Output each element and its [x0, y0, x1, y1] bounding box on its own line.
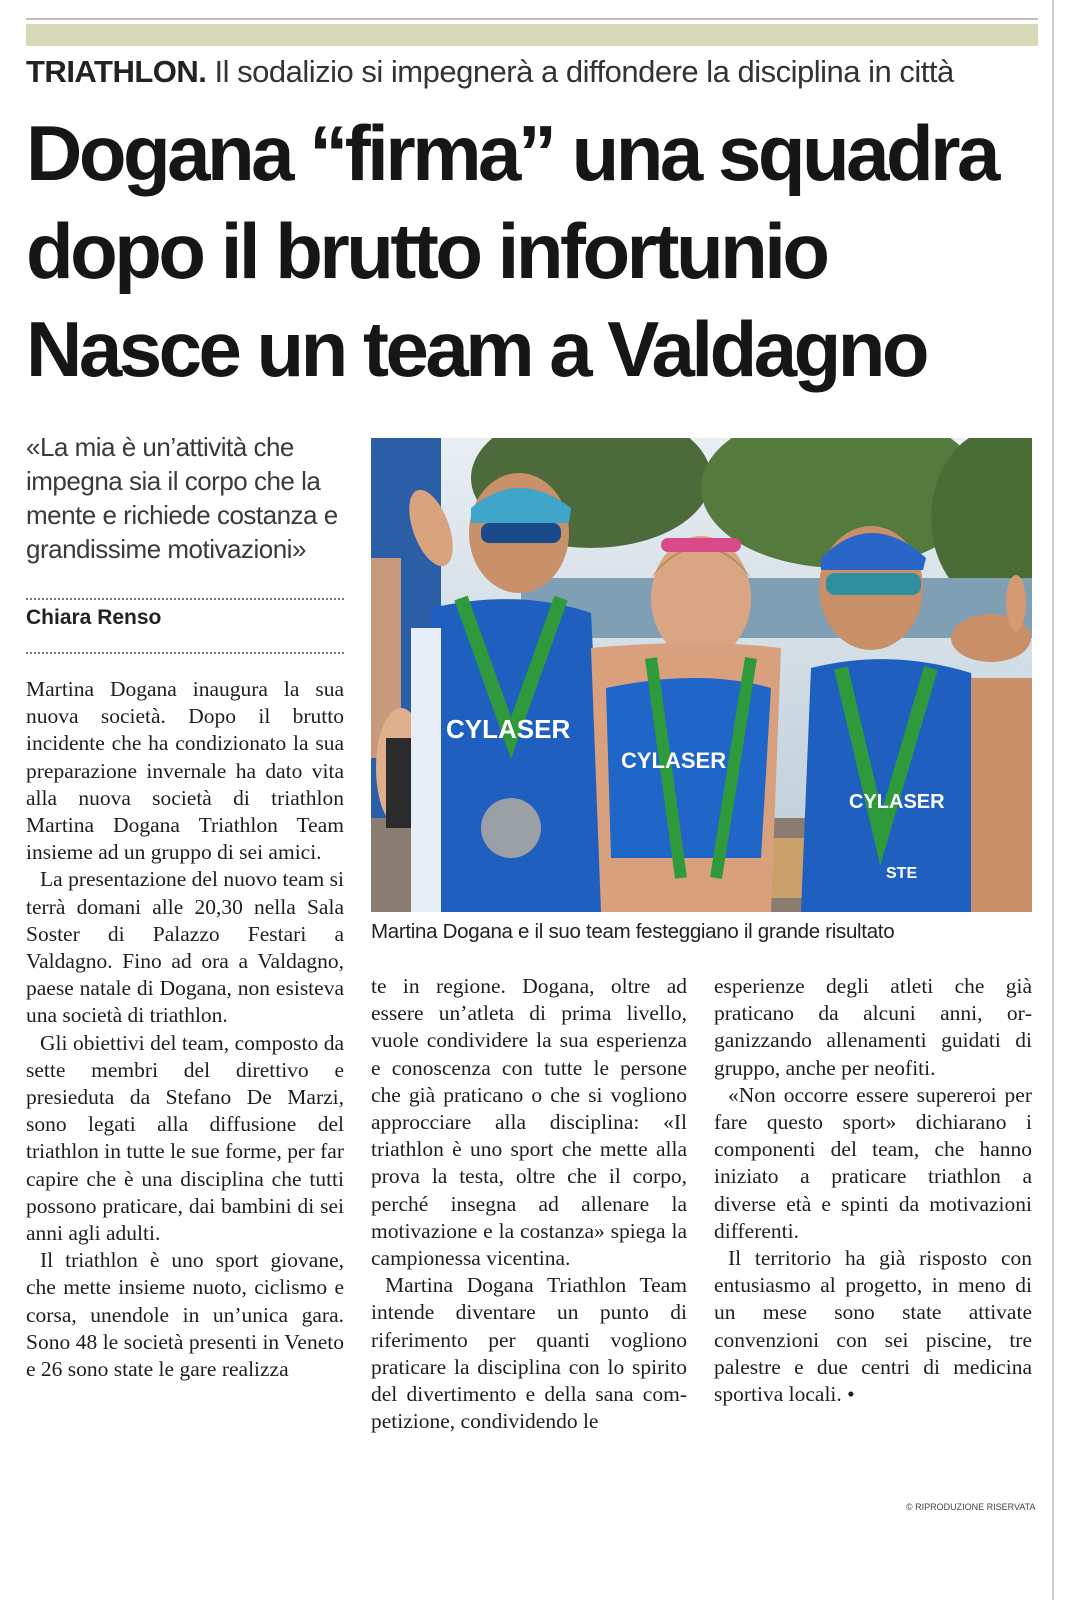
jersey-text: CYLASER [621, 748, 727, 773]
author-byline: Chiara Renso [26, 606, 162, 629]
kicker-tag: TRIATHLON. [26, 54, 207, 89]
paragraph: esperienze degli atleti che già praticano da alcuni anni, organizzando allenamenti guidati di gruppo, anche per neofiti. [714, 974, 1032, 1080]
article-column-1 [26, 676, 344, 1383]
copyright-notice: © RIPRODUZIONE RISERVATA [906, 1502, 1036, 1512]
paragraph: «Non occorre essere supereroi per fare questo sport» dichiarano i componenti del team, che hanno iniziato a praticare triathlon a diverse età e spinti da motivazioni differenti. [714, 1082, 1032, 1243]
team-photo [371, 438, 1032, 912]
jersey-text: CYLASER [446, 714, 571, 744]
dotted-divider-bottom [26, 652, 344, 654]
paragraph: Il triathlon è uno sport giovane, che mette insieme nuoto, ciclismo e corsa, unendole in un’unica gara. Sono 48 le società presenti in Veneto e 26 sono state le gare realizza [26, 1248, 344, 1382]
pull-quote: «La mia è un’attività che impegna sia il corpo che la mente e richiede costanza e grandissime motivazioni» [26, 432, 338, 564]
headline-line-2: dopo il brutto infortunio [26, 207, 827, 295]
paragraph: Il territorio ha già risposto con entusiasmo al progetto, in meno di un mese sono state attivate convenzioni con sei piscine, tre palestre e due centri di medicina sportiva locali. • [714, 1246, 1032, 1407]
paragraph: Martina Dogana Triathlon Team intende diventare un punto di riferimento per quanti vogliono praticare la disciplina con lo spirito del divertimento e della sana competizione, condividendo le [371, 1273, 687, 1434]
headline [26, 104, 1046, 398]
kicker [26, 54, 1038, 90]
page-edge-rule [1052, 0, 1054, 1600]
paragraph: Gli obiettivi del team, composto da sette membri del direttivo e presieduta da Stefano De Marzi, sono legati alla diffusione del triathlon in tutte le sue forme, per far capire che è una disciplina che tutti possono praticare, dai bambini di sei anni agli adulti. [26, 1030, 344, 1246]
section-color-bar [26, 24, 1038, 46]
kicker-text: Il sodalizio si impegnerà a diffondere la disciplina in città [214, 54, 954, 89]
headline-line-3: Nasce un team a Valdagno [26, 305, 927, 393]
photo-caption: Martina Dogana e il suo team festeggiano il grande risultato [371, 920, 895, 943]
paragraph: Martina Dogana inaugura la sua nuova società. Dopo il brutto incidente che ha condizionato la sua preparazione invernale ha dato vita alla nuova società di triathlon Martina Dogana Triathlon Team insieme ad un gruppo di sei amici. [26, 677, 344, 865]
jersey-text: CYLASER [849, 791, 945, 813]
headline-line-1: Dogana “firma” una squadra [26, 109, 997, 197]
top-rule [26, 18, 1038, 20]
jersey-text: STE [886, 865, 918, 882]
article-column-2 [371, 973, 687, 1435]
dotted-divider-top [26, 598, 344, 600]
article-column-3 [714, 973, 1032, 1408]
paragraph: La presentazione del nuovo team si terrà domani alle 20,30 nella Sala Soster di Palazzo Festari a Valdagno. Fino ad ora a Valdagno, paese natale di Dogana, non esisteva una società di triathlon. [26, 867, 344, 1028]
paragraph: te in regione. Dogana, oltre ad essere un’atleta di prima livello, vuole condividere la sua esperienza e conoscenza con tutte le persone che già praticano o che si vogliono approcciare alla disciplina: «Il triathlon è uno sport che mette alla prova la testa, oltre che il corpo, perché insegna ad allenare la motivazione e la costanza» spiega la campionessa vicentina. [371, 974, 687, 1271]
